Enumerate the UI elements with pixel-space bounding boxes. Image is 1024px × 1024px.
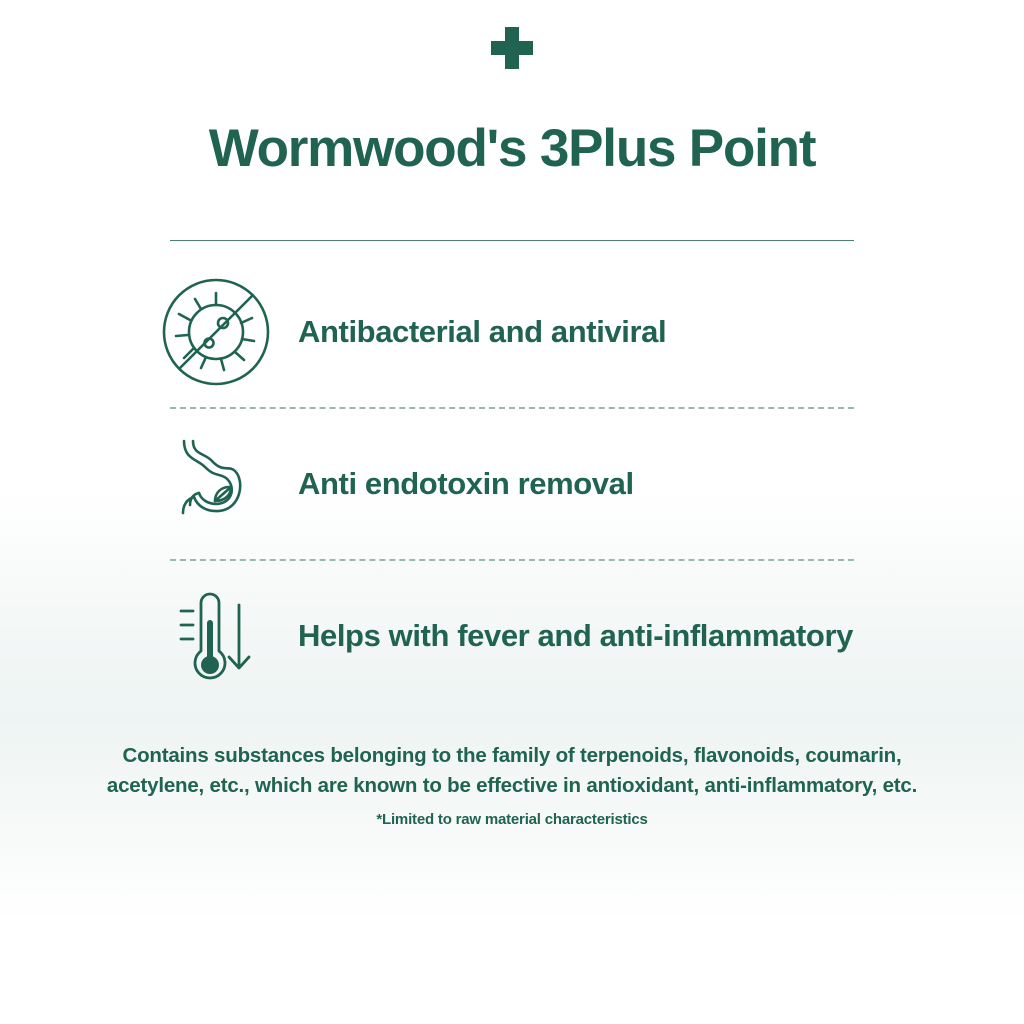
footer-note: *Limited to raw material characteristics bbox=[376, 810, 648, 828]
feature-row bbox=[0, 257, 1024, 407]
stomach-leaf-icon bbox=[150, 425, 282, 543]
footer bbox=[82, 741, 942, 827]
feature-label: Antibacterial and antiviral bbox=[298, 314, 667, 350]
footer-description: Contains substances belonging to the family of terpenoids, flavonoids, coumarin, acetylene, etc., which are known to be effective in antioxidant, anti-inflammatory, etc. bbox=[106, 744, 918, 798]
medical-cross-icon bbox=[487, 23, 537, 73]
feature-row bbox=[0, 561, 1024, 711]
page-title: Wormwood's 3Plus Point bbox=[208, 119, 816, 178]
thermometer-down-arrow-icon bbox=[150, 577, 282, 695]
feature-list bbox=[0, 257, 1024, 711]
feature-label: Helps with fever and anti-inflammatory bbox=[298, 618, 853, 654]
feature-label: Anti endotoxin removal bbox=[298, 466, 634, 502]
brand-logo bbox=[487, 22, 537, 74]
bacteria-blocked-icon bbox=[150, 273, 282, 391]
title-divider bbox=[170, 240, 854, 241]
feature-row bbox=[0, 409, 1024, 559]
